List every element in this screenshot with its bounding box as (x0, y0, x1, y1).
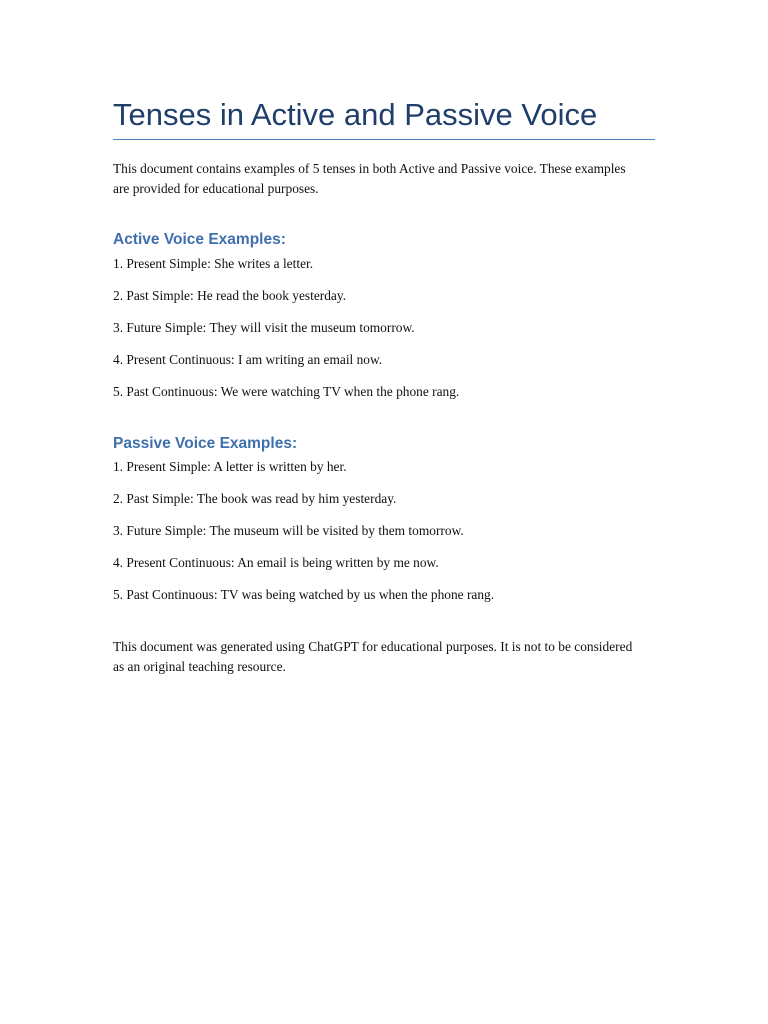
active-example-item: 1. Present Simple: She writes a letter. (113, 256, 314, 271)
passive-voice-list (113, 457, 494, 617)
active-example-item: 2. Past Simple: He read the book yesterday. (113, 288, 347, 303)
passive-example-item: 4. Present Continuous: An email is being written by me now. (113, 555, 439, 570)
passive-example-item: 2. Past Simple: The book was read by him yesterday. (113, 491, 397, 506)
active-voice-list (113, 254, 459, 414)
title-underline-rule (113, 139, 655, 140)
document-title: Tenses in Active and Passive Voice (113, 97, 598, 132)
intro-paragraph: This document contains examples of 5 tenses in both Active and Passive voice. These examples are provided for educational purposes. (113, 161, 626, 196)
passive-example-item: 1. Present Simple: A letter is written by her. (113, 459, 347, 474)
closing-paragraph: This document was generated using ChatGPT for educational purposes. It is not to be considered as an original teaching resource. (113, 639, 633, 674)
active-example-item: 5. Past Continuous: We were watching TV when the phone rang. (113, 384, 460, 399)
passive-example-item: 5. Past Continuous: TV was being watched by us when the phone rang. (113, 587, 495, 602)
active-example-item: 4. Present Continuous: I am writing an email now. (113, 352, 383, 367)
passive-voice-heading: Passive Voice Examples: (113, 435, 298, 452)
passive-example-item: 3. Future Simple: The museum will be visited by them tomorrow. (113, 523, 464, 538)
active-example-item: 3. Future Simple: They will visit the museum tomorrow. (113, 320, 415, 335)
active-voice-heading: Active Voice Examples: (113, 231, 286, 248)
